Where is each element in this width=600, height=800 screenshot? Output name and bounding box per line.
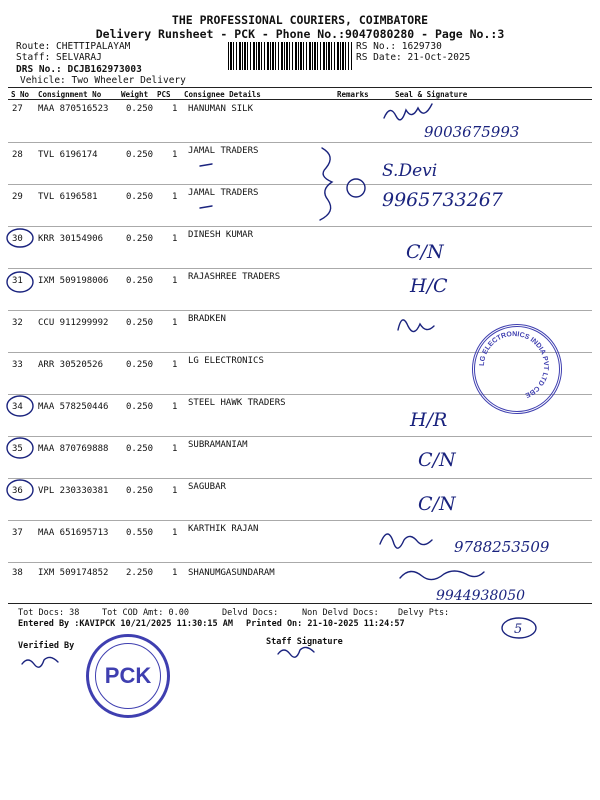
- table-row: [8, 268, 592, 308]
- row-consignee: LG ELECTRONICS: [188, 356, 264, 366]
- row-weight: 0.250: [126, 318, 154, 328]
- row-pcs: 1: [172, 486, 178, 496]
- verified-signature: [22, 657, 58, 667]
- row-pcs: 1: [172, 568, 178, 578]
- row-weight: 0.250: [126, 104, 154, 114]
- entered-by: Entered By :KAVIPCK 10/21/2025 11:30:15 AM: [18, 619, 233, 629]
- row-sno: 27: [12, 104, 23, 114]
- col-weight: Weight: [121, 90, 149, 99]
- handwritten-remark: C/N: [418, 493, 456, 515]
- table-row: [8, 478, 592, 518]
- rs-number: RS No.: 1629730: [356, 41, 442, 52]
- row-sno: 37: [12, 528, 23, 538]
- table-row: [8, 226, 592, 266]
- row-consignee: HANUMAN SILK: [188, 104, 254, 114]
- staff-label: Staff: SELVARAJ: [16, 52, 102, 63]
- row-pcs: 1: [172, 104, 178, 114]
- table-row: [8, 142, 592, 182]
- runsheet-subtitle: Delivery Runsheet - PCK - Phone No.:9047080280 - Page No.:3: [95, 27, 505, 41]
- row-consignee: SAGUBAR: [188, 482, 226, 492]
- page-circle-number: 5: [514, 622, 523, 637]
- delivered-docs: Delvd Docs:: [222, 608, 279, 618]
- rs-date: RS Date: 21-Oct-2025: [356, 52, 471, 63]
- row-consignee: JAMAL TRADERS: [188, 188, 259, 198]
- table-row: [8, 436, 592, 476]
- row-pcs: 1: [172, 318, 178, 328]
- row-consignment: VPL 230330381: [38, 486, 109, 496]
- row-pcs: 1: [172, 360, 178, 370]
- row-divider: [8, 520, 592, 521]
- col-remarks: Remarks: [337, 90, 369, 99]
- row-sno: 36: [12, 486, 23, 496]
- col-pcs: PCS: [157, 90, 171, 99]
- table-row: [8, 562, 592, 602]
- row-sno: 32: [12, 318, 23, 328]
- row-consignee: STEEL HAWK TRADERS: [188, 398, 286, 408]
- total-cod: Tot COD Amt: 0.00: [102, 608, 189, 618]
- handwritten-remark: H/C: [410, 275, 448, 297]
- col-consignee: Consignee Details: [184, 90, 261, 99]
- row-consignment: MAA 870516523: [38, 104, 109, 114]
- row-weight: 0.250: [126, 276, 154, 286]
- row-consignment: IXM 509198006: [38, 276, 109, 286]
- row-consignment: IXM 509174852: [38, 568, 109, 578]
- row-weight: 0.250: [126, 402, 154, 412]
- svg-text:LG ELECTRONICS INDIA PVT LTD C: [479, 331, 549, 399]
- row-weight: 0.250: [126, 150, 154, 160]
- row-consignee: SHANUMGASUNDARAM: [188, 568, 275, 578]
- row-weight: 0.250: [126, 486, 154, 496]
- row-consignee: RAJASHREE TRADERS: [188, 272, 281, 282]
- row-sno: 34: [12, 402, 23, 412]
- delivery-points: Delvy Pts:: [398, 608, 450, 618]
- row-pcs: 1: [172, 234, 178, 244]
- handwritten-remark: C/N: [406, 241, 444, 263]
- row-consignee: JAMAL TRADERS: [188, 146, 259, 156]
- row-sno: 28: [12, 150, 23, 160]
- barcode: [228, 42, 352, 70]
- row-divider: [8, 310, 592, 311]
- row-pcs: 1: [172, 528, 178, 538]
- row-weight: 0.550: [126, 528, 154, 538]
- row-pcs: 1: [172, 402, 178, 412]
- row-divider: [8, 436, 592, 437]
- table-row: [8, 520, 592, 560]
- row-consignee: BRADKEN: [188, 314, 226, 324]
- row-consignee: DINESH KUMAR: [188, 230, 254, 240]
- row-consignment: TVL 6196581: [38, 192, 98, 202]
- vehicle-label: Vehicle: Two Wheeler Delivery: [20, 75, 186, 86]
- row-consignment: KRR 30154906: [38, 234, 104, 244]
- row-divider: [8, 562, 592, 563]
- route-label: Route: CHETTIPALAYAM: [16, 41, 131, 52]
- row-weight: 2.250: [126, 568, 154, 578]
- row-weight: 0.250: [126, 234, 154, 244]
- row-sno: 31: [12, 276, 23, 286]
- seal-ring-text: LG ELECTRONICS INDIA PVT LTD CBE: [478, 330, 550, 399]
- row-weight: 0.250: [126, 192, 154, 202]
- col-sno: S No: [11, 90, 30, 99]
- row-weight: 0.250: [126, 444, 154, 454]
- row-consignment: MAA 870769888: [38, 444, 109, 454]
- company-title: THE PROFESSIONAL COURIERS, COIMBATORE: [171, 13, 429, 27]
- header-top-rule: [8, 87, 592, 88]
- col-seal-signature: Seal & Signature: [395, 90, 468, 99]
- row-divider: [8, 478, 592, 479]
- pck-stamp: [86, 634, 170, 718]
- row-divider: [8, 142, 592, 143]
- drs-label: DRS No.: DCJB162973003: [16, 64, 142, 75]
- verified-by-label: Verified By: [18, 641, 75, 651]
- row-sno: 35: [12, 444, 23, 454]
- row-sno: 33: [12, 360, 23, 370]
- row-sno: 38: [12, 568, 23, 578]
- row-sno: 29: [12, 192, 23, 202]
- handwritten-phone: 9944938050: [436, 588, 526, 604]
- handwritten-remark: C/N: [418, 449, 456, 471]
- handwritten-phone: 9003675993: [424, 123, 520, 141]
- row-consignment: ARR 30520526: [38, 360, 104, 370]
- table-bottom-rule: [8, 603, 592, 604]
- printed-on: Printed On: 21-10-2025 11:24:57: [246, 619, 405, 629]
- row-weight: 0.250: [126, 360, 154, 370]
- row-pcs: 1: [172, 444, 178, 454]
- col-consignment: Consignment No: [38, 90, 102, 99]
- row-consignment: TVL 6196174: [38, 150, 98, 160]
- row-pcs: 1: [172, 192, 178, 202]
- row-divider: [8, 226, 592, 227]
- row-consignee: KARTHIK RAJAN: [188, 524, 259, 534]
- handwritten-name: S.Devi: [382, 161, 438, 181]
- staff-signature-label: Staff Signature: [266, 637, 343, 647]
- row-consignment: CCU 911299992: [38, 318, 109, 328]
- row-consignee: SUBRAMANIAM: [188, 440, 248, 450]
- row-divider: [8, 184, 592, 185]
- row-sno: 30: [12, 234, 23, 244]
- company-seal-stamp: [472, 324, 562, 414]
- row-pcs: 1: [172, 150, 178, 160]
- row-consignment: MAA 651695713: [38, 528, 109, 538]
- page-circle-mark: [502, 618, 536, 638]
- row-pcs: 1: [172, 276, 178, 286]
- table-row: [8, 184, 592, 224]
- row-divider: [8, 268, 592, 269]
- total-docs: Tot Docs: 38: [18, 608, 80, 618]
- table-row: [8, 100, 592, 140]
- handwritten-phone: 9788253509: [454, 538, 550, 556]
- handwritten-remark: H/R: [410, 409, 448, 431]
- row-consignment: MAA 578250446: [38, 402, 109, 412]
- staff-signature-mark: [278, 647, 314, 657]
- pck-stamp-text: PCK: [104, 663, 152, 688]
- non-delivered-docs: Non Delvd Docs:: [302, 608, 379, 618]
- handwritten-phone: 9965733267: [382, 189, 503, 211]
